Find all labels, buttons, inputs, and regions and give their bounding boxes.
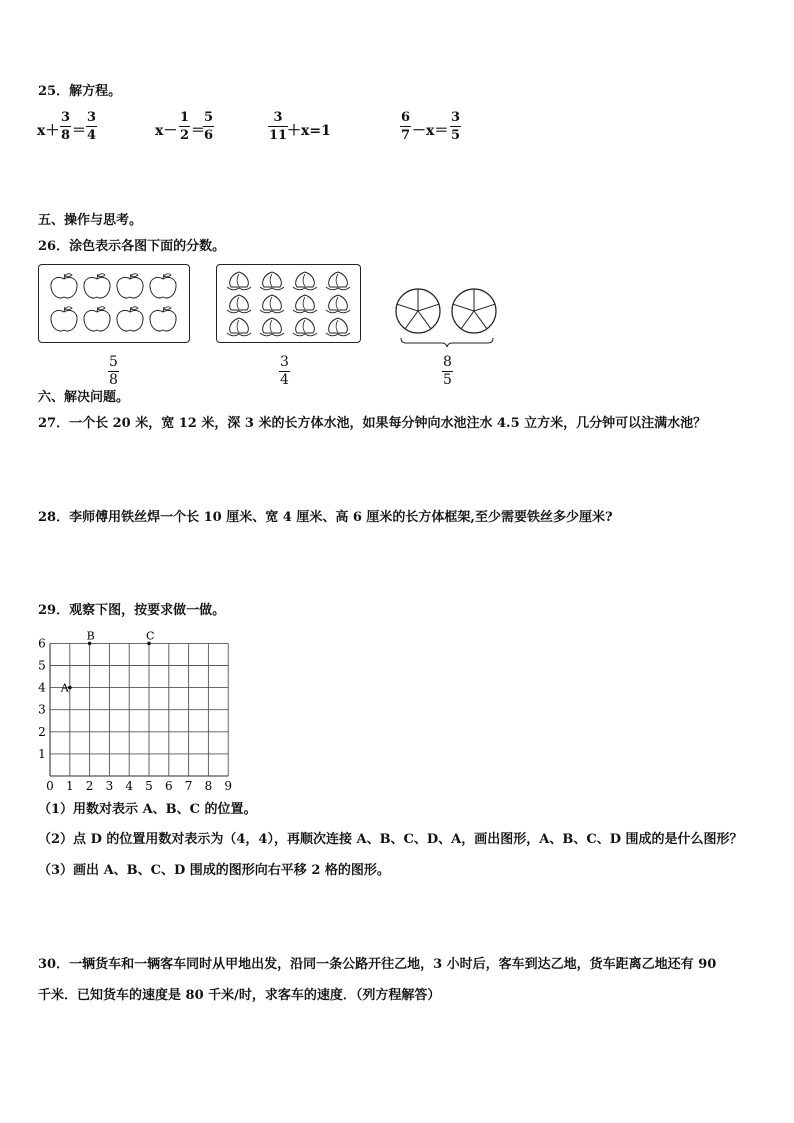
point-label: A	[60, 681, 69, 695]
y-tick-label: 2	[38, 724, 46, 739]
q26-frac-peaches-den: 4	[280, 372, 289, 388]
q29-sub1: （1）用数对表示 A、B、C 的位置。	[38, 802, 257, 817]
x-tick-label: 9	[224, 779, 233, 793]
x-tick-label: 8	[204, 779, 213, 793]
eq2-pre: x－	[155, 123, 178, 139]
x-tick-label: 4	[125, 779, 134, 793]
q26-frac-peaches-num: 3	[280, 354, 289, 370]
eq1-frac1-den: 8	[61, 128, 71, 143]
eq3-frac1-den: 11	[269, 128, 288, 143]
x-tick-label: 7	[184, 779, 193, 793]
x-tick-label: 5	[145, 779, 153, 793]
eq1-mid: ＝	[72, 123, 86, 139]
eq2-frac1-num: 1	[180, 110, 190, 125]
q29-sub3: （3）画出 A、B、C、D 围成的图形向右平移 2 格的图形。	[38, 863, 390, 878]
eq3-frac1-num: 3	[273, 110, 283, 125]
eq1-frac2-den: 4	[87, 128, 97, 143]
point-label: C	[146, 629, 155, 643]
x-tick-label: 1	[65, 779, 74, 793]
q30-line2: 千米．已知货车的速度是 80 千米/时，求客车的速度．（列方程解答）	[38, 988, 441, 1003]
y-tick-label: 3	[38, 702, 46, 717]
y-tick-label: 4	[38, 680, 46, 695]
x-tick-label: 3	[105, 779, 114, 793]
eq4-mid: －x＝	[412, 123, 449, 139]
eq1-frac1-num: 3	[61, 110, 71, 125]
section-5-heading: 五、操作与思考。	[38, 213, 143, 228]
eq1-frac2-num: 3	[87, 110, 97, 125]
q28-text: 28．李师傅用铁丝焊一个长 10 厘米、宽 4 厘米、高 6 厘米的长方体框架,至少需要铁丝多少厘米?	[38, 510, 613, 525]
x-tick-label: 6	[164, 779, 173, 793]
q30-line1: 30．一辆货车和一辆客车同时从甲地出发，沿同一条公路开往乙地，3 小时后，客车到达乙地，货车距离乙地还有 90	[38, 957, 717, 972]
q26-frac-circles-num: 8	[443, 354, 452, 370]
eq2-frac2-num: 5	[204, 110, 214, 125]
y-tick-label: 5	[38, 658, 46, 673]
q26-frac-apples-num: 5	[109, 354, 118, 370]
q26-frac-circles-den: 5	[443, 372, 452, 388]
q27-text: 27．一个长 20 米，宽 12 米，深 3 米的长方体水池，如果每分钟向水池注水 4.5 立方米，几分钟可以注满水池？	[38, 416, 707, 431]
eq4-frac2-num: 3	[451, 110, 461, 125]
eq3-post: ＋x=1	[287, 123, 331, 139]
y-tick-label: 1	[38, 746, 46, 761]
point-label: B	[86, 629, 95, 643]
eq4-frac2-den: 5	[451, 128, 461, 143]
eq2-mid: ＝	[191, 123, 205, 139]
x-tick-label: 2	[85, 779, 94, 793]
q25-title: 25．解方程。	[38, 84, 122, 99]
eq1-pre: x＋	[37, 123, 60, 139]
q26-frac-apples-den: 8	[109, 372, 118, 388]
y-tick-label: 6	[38, 636, 46, 651]
q26-title: 26．涂色表示各图下面的分数。	[38, 239, 226, 254]
q29-sub2: （2）点 D 的位置用数对表示为（4，4），再顺次连接 A、B、C、D、A，画出图形，A、B、C、D 围成的是什么图形？	[38, 832, 743, 847]
eq2-frac2-den: 6	[204, 128, 214, 143]
q29-title: 29．观察下图，按要求做一做。	[38, 603, 226, 618]
eq2-frac1-den: 2	[180, 128, 190, 143]
eq4-frac1-den: 7	[401, 128, 411, 143]
x-tick-label: 0	[46, 779, 54, 793]
eq4-frac1-num: 6	[401, 110, 411, 125]
section-6-heading: 六、解决问题。	[38, 390, 130, 405]
